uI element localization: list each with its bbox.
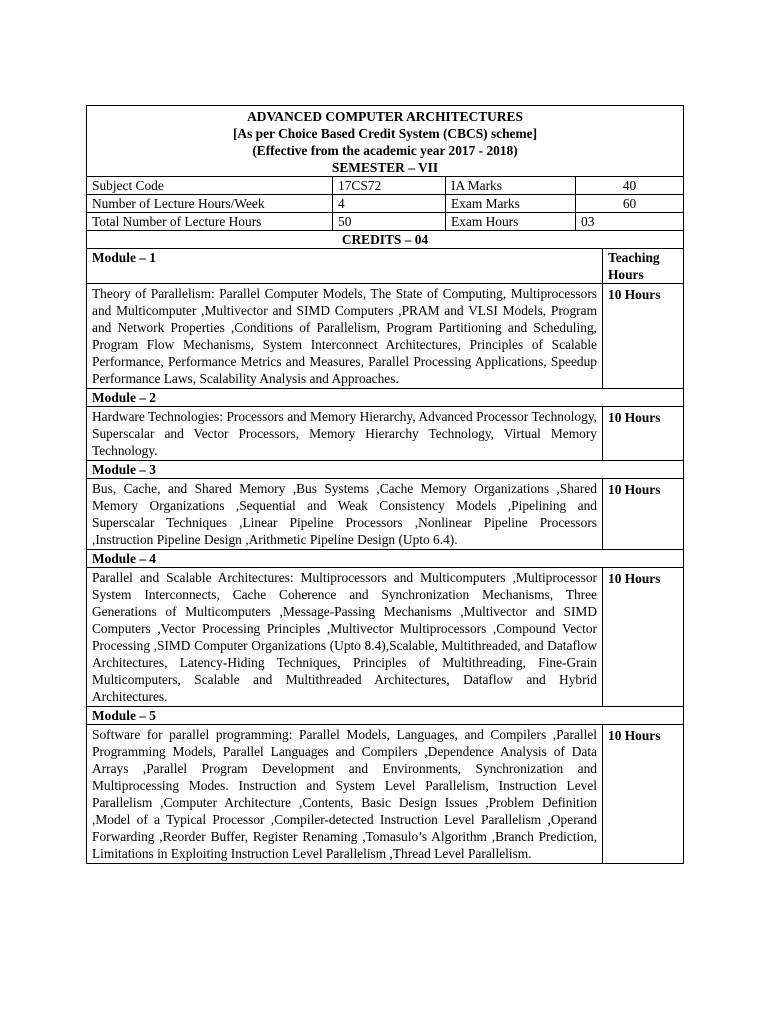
exam-marks-value: 60 bbox=[576, 195, 684, 213]
module-content: Parallel and Scalable Architectures: Multiprocessors and Multicomputers ,Multiprocessor System Interconnects, Cache Coherence and Synchronization Mechanisms, Three Generations of Multicomputers ,Message-Passing Mechanisms ,Multivector and SIMD Computers ,Vector Processing Principles ,Multivector Multiprocessors ,Compound Vector Processing ,SIMD Computer Organizations (Upto 8.4),Scalable, Multithreaded, and Dataflow Architectures, Latency-Hiding Techniques, Principles of Multithreading, Fine-Grain Multicomputers, Scalable and Multithreaded Architectures, Dataflow and Hybrid Architectures. bbox=[87, 568, 603, 707]
module-header-row bbox=[87, 389, 684, 407]
module-title: Module – 5 bbox=[87, 707, 684, 725]
module-content: Theory of Parallelism: Parallel Computer Models, The State of Computing, Multiprocessors and Multicomputer ,Multivector and SIMD Computers ,PRAM and VLSI Models, Program and Network Properties ,Conditions of Parallelism, Program Partitioning and Scheduling, Program Flow Mechanisms, System Interconnect Architectures, Principles of Scalable Performance, Performance Metrics and Measures, Parallel Processing Applications, Speedup Performance Laws, Scalability Analysis and Approaches. bbox=[87, 284, 603, 389]
module-header-row bbox=[87, 461, 684, 479]
module-title: Module – 1 bbox=[87, 249, 603, 284]
ia-marks-label: IA Marks bbox=[446, 177, 576, 195]
module-title: Module – 4 bbox=[87, 550, 684, 568]
module-content: Hardware Technologies: Processors and Memory Hierarchy, Advanced Processor Technology, Superscalar and Vector Processors, Memory Hierarchy Technology, Virtual Memory Technology. bbox=[87, 407, 603, 461]
syllabus-table bbox=[86, 105, 684, 864]
module-title: Module – 3 bbox=[87, 461, 684, 479]
ia-marks-value: 40 bbox=[576, 177, 684, 195]
module-header-row bbox=[87, 550, 684, 568]
module-content-row bbox=[87, 407, 684, 461]
module-header-row bbox=[87, 249, 684, 284]
course-title: ADVANCED COMPUTER ARCHITECTURES bbox=[247, 109, 523, 124]
effective-line: (Effective from the academic year 2017 - 2018) bbox=[252, 143, 518, 158]
module-content-row bbox=[87, 479, 684, 550]
lecture-hours-week-label: Number of Lecture Hours/Week bbox=[87, 195, 333, 213]
exam-hours-label: Exam Hours bbox=[446, 213, 576, 231]
module-content: Software for parallel programming: Parallel Models, Languages, and Compilers ,Parallel Programming Models, Parallel Languages and Compilers ,Dependence Analysis of Data Arrays ,Parallel Program Development and Environments, Synchronization and Multiprocessing Modes. Instruction and System Level Parallelism, Instruction Level Parallelism ,Computer Architecture ,Contents, Basic Design Issues ,Problem Definition ,Model of a Typical Processor ,Compiler-detected Instruction Level Parallelism ,Operand Forwarding ,Reorder Buffer, Register Renaming ,Tomasulo’s Algorithm ,Branch Prediction, Limitations in Exploiting Instruction Level Parallelism ,Thread Level Parallelism. bbox=[87, 725, 603, 864]
info-row bbox=[87, 213, 684, 231]
total-hours-value: 50 bbox=[333, 213, 446, 231]
module-hours: 10 Hours bbox=[603, 407, 684, 461]
info-row bbox=[87, 177, 684, 195]
semester-line: SEMESTER – VII bbox=[331, 160, 439, 175]
syllabus-sheet bbox=[86, 105, 683, 864]
teaching-hours-header: Teaching Hours bbox=[603, 249, 684, 284]
module-hours: 10 Hours bbox=[603, 568, 684, 707]
info-row bbox=[87, 195, 684, 213]
course-header bbox=[87, 106, 684, 177]
credits: CREDITS – 04 bbox=[87, 231, 684, 249]
module-hours: 10 Hours bbox=[603, 479, 684, 550]
exam-marks-label: Exam Marks bbox=[446, 195, 576, 213]
credits-row bbox=[87, 231, 684, 249]
subject-code-value: 17CS72 bbox=[333, 177, 446, 195]
module-content-row bbox=[87, 284, 684, 389]
exam-hours-value: 03 bbox=[576, 213, 684, 231]
subject-code-label: Subject Code bbox=[87, 177, 333, 195]
module-content-row bbox=[87, 568, 684, 707]
total-hours-label: Total Number of Lecture Hours bbox=[87, 213, 333, 231]
lecture-hours-week-value: 4 bbox=[333, 195, 446, 213]
module-title: Module – 2 bbox=[87, 389, 684, 407]
header-row bbox=[87, 106, 684, 177]
module-content: Bus, Cache, and Shared Memory ,Bus Systems ,Cache Memory Organizations ,Shared Memory Organizations ,Sequential and Weak Consistency Models ,Pipelining and Superscalar Techniques ,Linear Pipeline Processors ,Nonlinear Pipeline Processors ,Instruction Pipeline Design ,Arithmetic Pipeline Design (Upto 6.4). bbox=[87, 479, 603, 550]
module-hours: 10 Hours bbox=[603, 725, 684, 864]
module-hours: 10 Hours bbox=[603, 284, 684, 389]
module-header-row bbox=[87, 707, 684, 725]
scheme-line: [As per Choice Based Credit System (CBCS) scheme] bbox=[232, 126, 538, 141]
module-content-row bbox=[87, 725, 684, 864]
